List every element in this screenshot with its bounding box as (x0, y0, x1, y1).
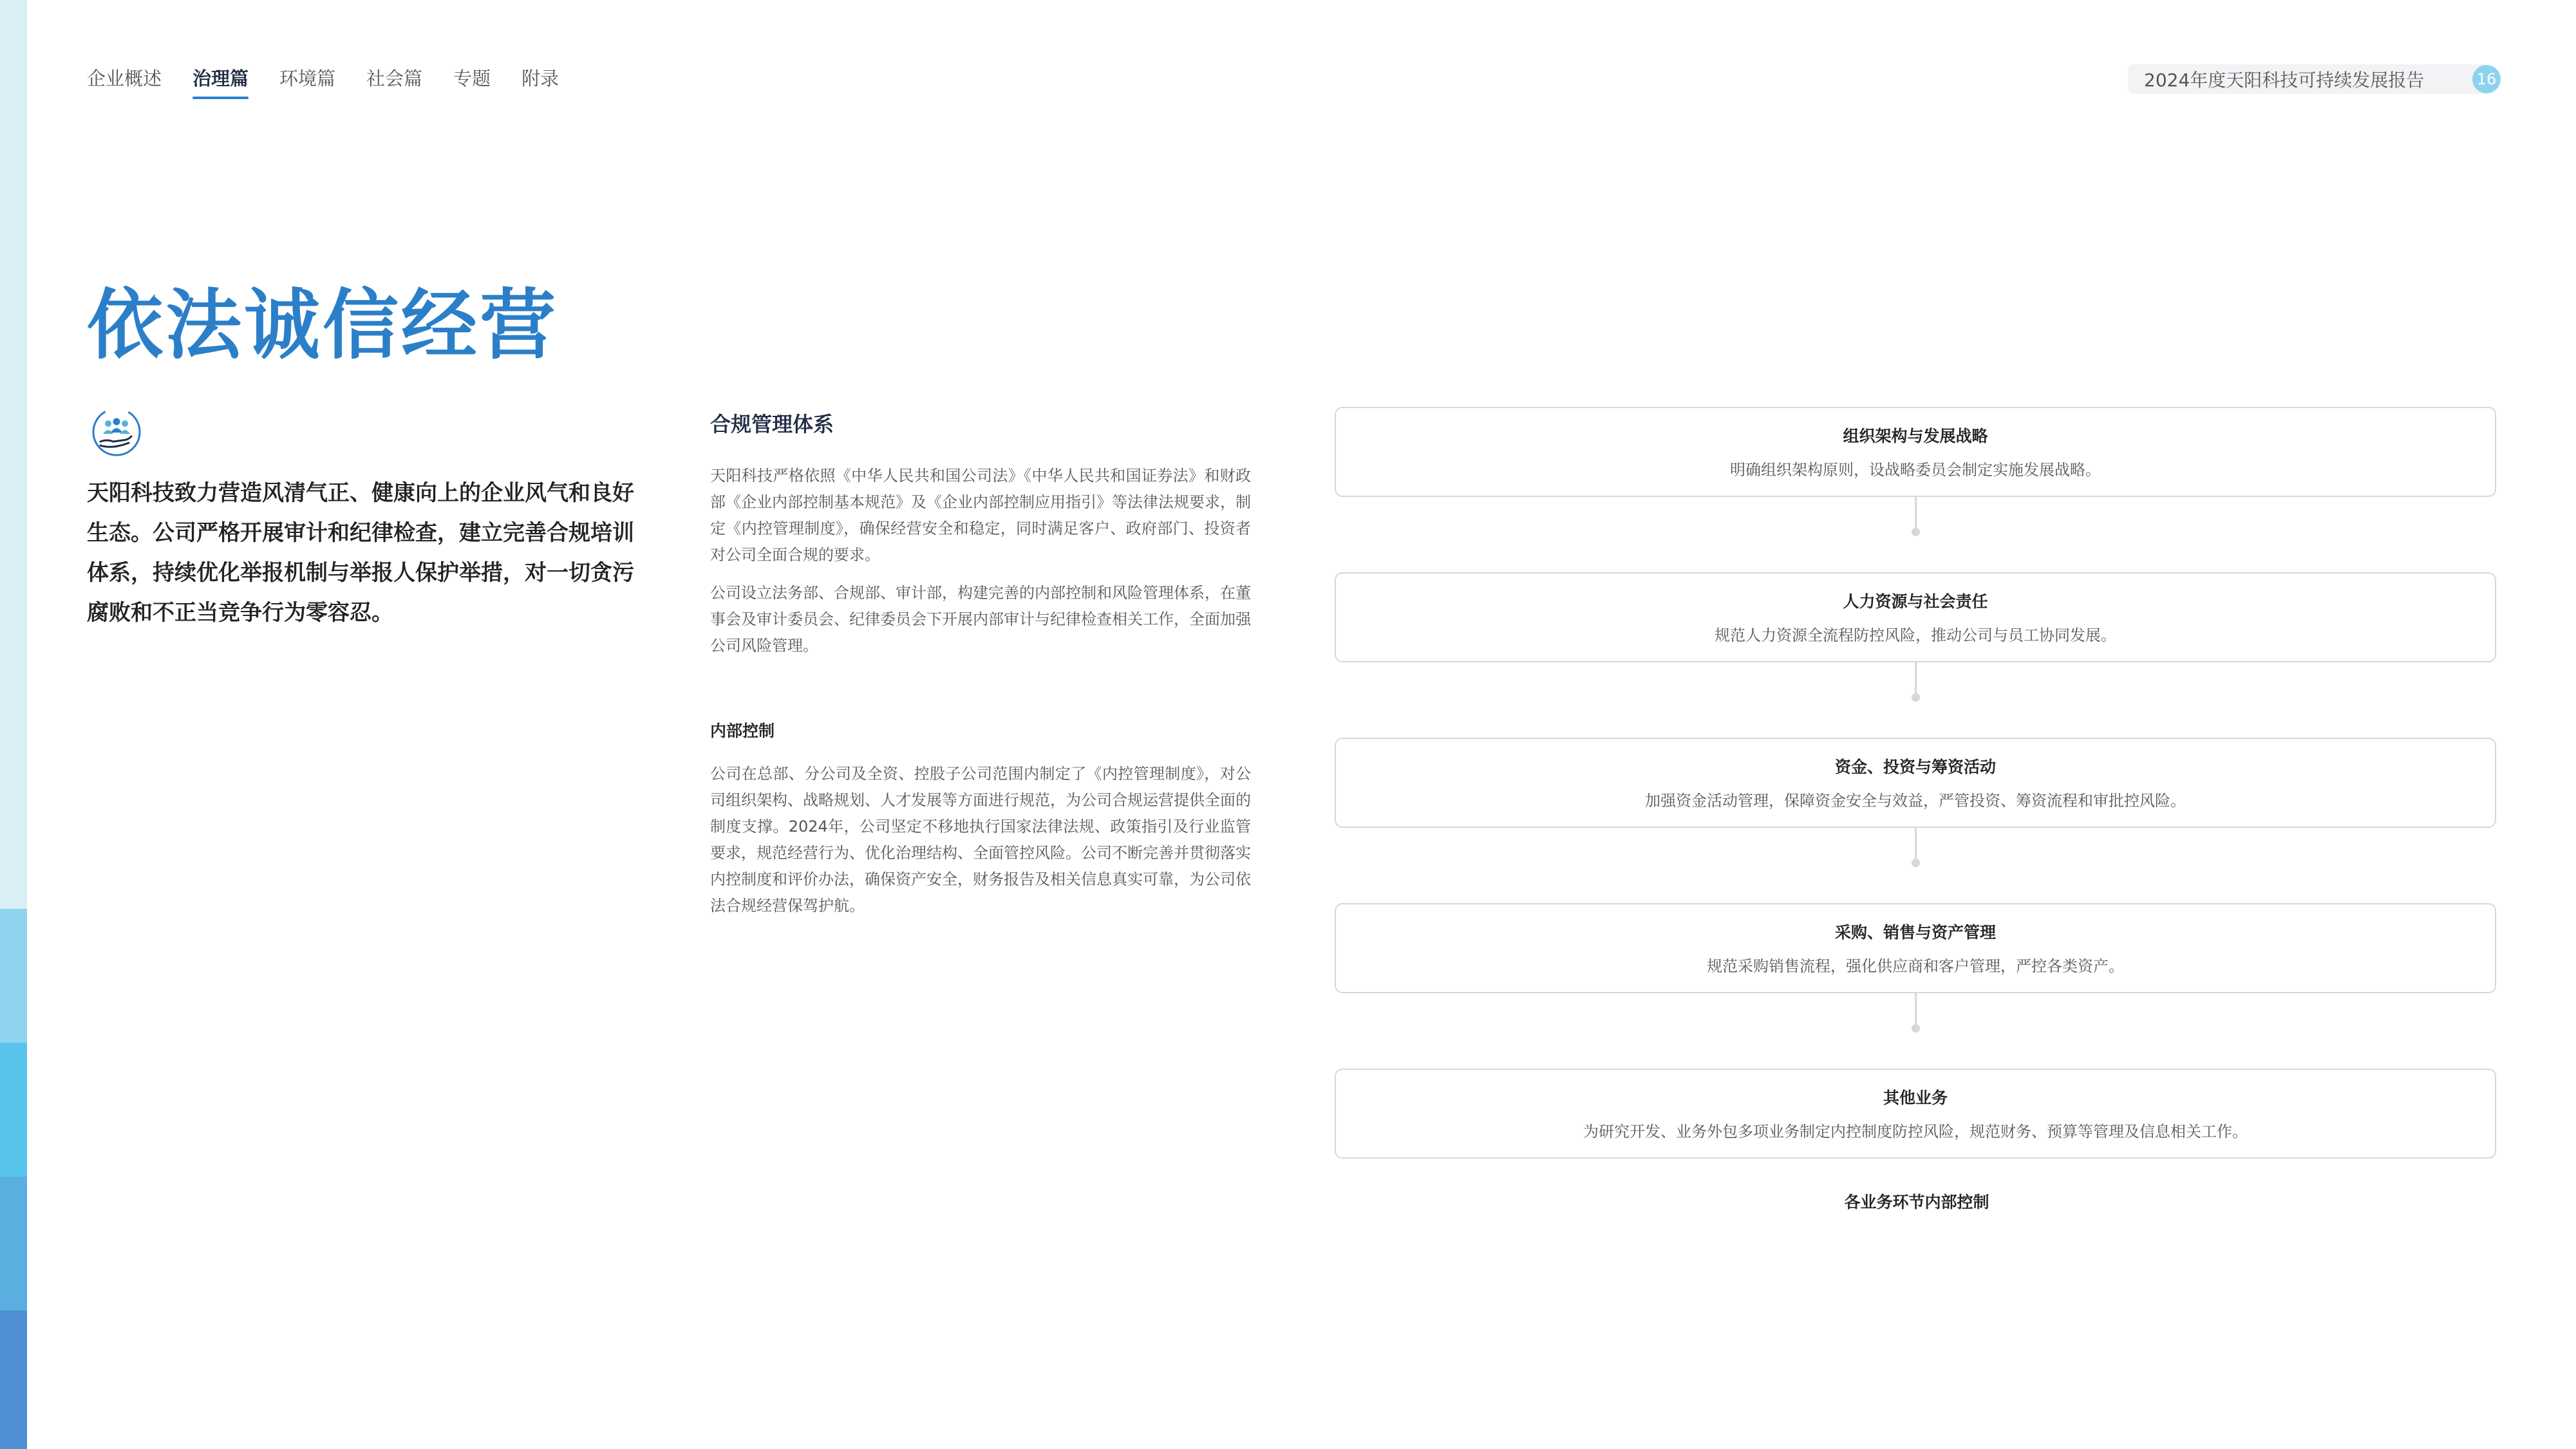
page-title: 依法诚信经营 (87, 281, 559, 369)
people-hand-icon (90, 406, 143, 458)
flow-box-desc: 为研究开发、业务外包多项业务制定内控制度防控风险，规范财务、预算等管理及信息相关工作。 (1583, 1123, 2248, 1141)
flow-caption: 各业务环节内部控制 (1844, 1193, 1989, 1211)
flow-box-title: 其他业务 (1883, 1089, 1948, 1107)
nav-item-appendix[interactable]: 附录 (522, 68, 559, 89)
compliance-paragraph: 公司设立法务部、合规部、审计部，构建完善的内部控制和风险管理体系，在董事会及审计委员会、纪律委员会下开展内部审计与纪律检查相关工作，全面加强公司风险管理。 (710, 584, 1251, 655)
strip-segment (0, 1311, 27, 1449)
compliance-heading: 合规管理体系 (710, 412, 834, 436)
flow-box-desc: 加强资金活动管理，保障资金安全与效益，严管投资、筹资流程和审批控风险。 (1645, 792, 2186, 810)
side-color-strip (0, 0, 27, 1449)
nav-item-society[interactable]: 社会篇 (366, 68, 423, 89)
flow-box-hr (1335, 572, 2496, 662)
nav-item-overview[interactable]: 企业概述 (87, 68, 162, 89)
internal-control-heading: 内部控制 (710, 722, 775, 740)
compliance-section (710, 409, 1251, 931)
flow-connector (1335, 993, 2499, 1069)
strip-segment (0, 1177, 27, 1311)
flow-box-other (1335, 1069, 2496, 1159)
flow-connector (1335, 662, 2499, 738)
strip-segment (0, 909, 27, 1043)
internal-control-flow (1335, 407, 2499, 1215)
page-number-badge: 16 (2472, 65, 2501, 93)
nav-item-governance[interactable]: 治理篇 (193, 64, 249, 93)
flow-box-desc: 规范人力资源全流程防控风险，推动公司与员工协同发展。 (1715, 626, 2116, 644)
report-title: 2024年度天阳科技可持续发展报告 (2144, 70, 2425, 91)
top-nav (87, 64, 559, 103)
flow-connector (1335, 828, 2499, 903)
strip-segment (0, 1043, 27, 1177)
flow-box-desc: 明确组织架构原则，设战略委员会制定实施发展战略。 (1730, 461, 2101, 479)
flow-box-procurement (1335, 903, 2496, 993)
flow-box-title: 采购、销售与资产管理 (1834, 923, 1996, 942)
flow-box-funds (1335, 738, 2496, 828)
flow-connector (1335, 497, 2499, 572)
report-title-pill (2128, 64, 2488, 94)
flow-box-title: 资金、投资与筹资活动 (1834, 758, 1996, 776)
nav-item-topics[interactable]: 专题 (453, 68, 491, 89)
flow-box-title: 组织架构与发展战略 (1843, 427, 1988, 445)
nav-item-environment[interactable]: 环境篇 (279, 68, 336, 89)
flow-box-desc: 规范采购销售流程，强化供应商和客户管理，严控各类资产。 (1707, 957, 2124, 975)
flow-box-organization (1335, 407, 2496, 497)
flow-box-title: 人力资源与社会责任 (1843, 592, 1988, 611)
intro-statement: 天阳科技致力营造风清气正、健康向上的企业风气和良好生态。公司严格开展审计和纪律检查，建立完善合规培训体系，持续优化举报机制与举报人保护举措，对一切贪污腐败和不正当竞争行为零容忍。 (87, 480, 634, 626)
compliance-paragraph: 天阳科技严格依照《中华人民共和国公司法》《中华人民共和国证券法》和财政部《企业内部控制基本规范》及《企业内部控制应用指引》等法律法规要求，制定《内控管理制度》，确保经营安全和稳定，同时满足客户、政府部门、投资者对公司全面合规的要求。 (710, 467, 1251, 564)
internal-control-paragraph: 公司在总部、分公司及全资、控股子公司范围内制定了《内控管理制度》，对公司组织架构、战略规划、人才发展等方面进行规范，为公司合规运营提供全面的制度支撑。2024年，公司坚定不移地执行国家法律法规、政策指引及行业监管要求，规范经营行为、优化治理结构、全面管控风险。公司不断完善并贯彻落实内控制度和评价办法，确保资产安全，财务报告及相关信息真实可靠，为公司依法合规经营保驾护航。 (710, 765, 1251, 915)
